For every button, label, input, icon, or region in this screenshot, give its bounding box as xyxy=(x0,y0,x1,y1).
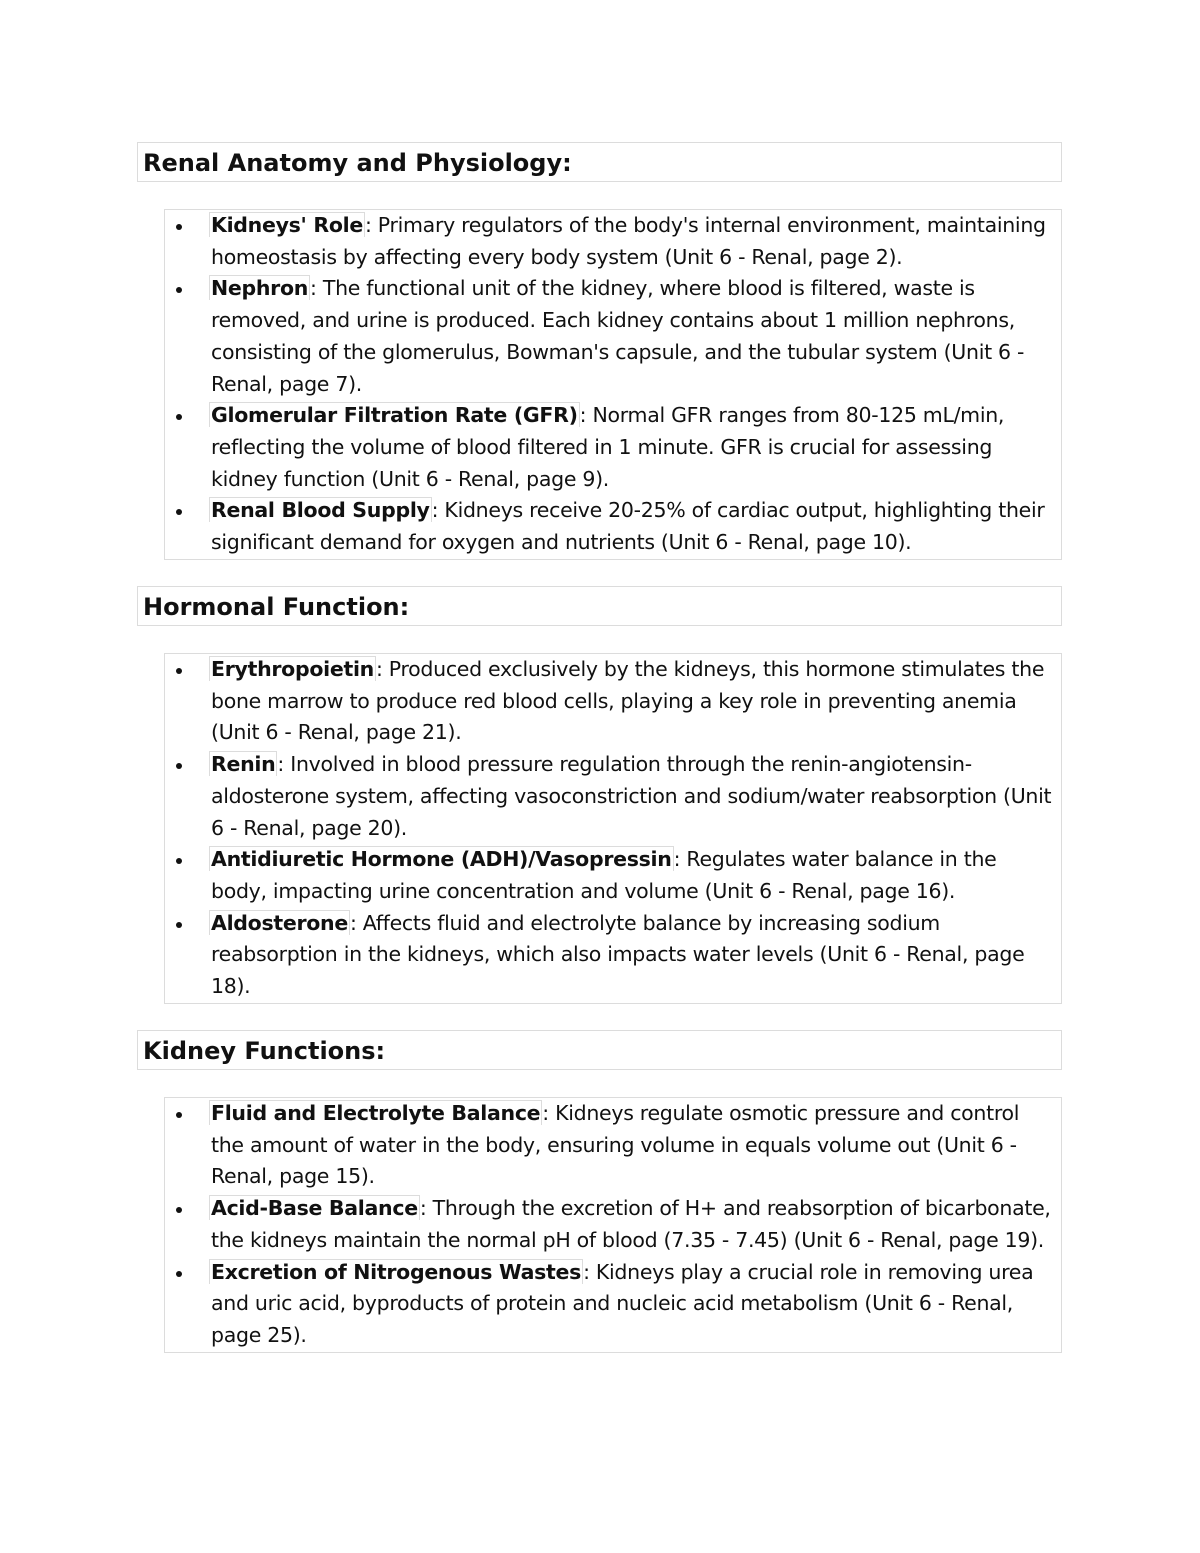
bullet-icon xyxy=(176,1271,182,1277)
item-term: Nephron xyxy=(211,276,309,301)
item-text: : Normal GFR ranges from 80-125 mL/min, reflecting the volume of blood filtered in 1 minute. GFR is crucial for assessing kidney function (Unit 6 - Renal, page 9). xyxy=(211,403,1005,491)
bullet-icon xyxy=(176,858,182,864)
bullet-icon xyxy=(176,763,182,769)
list-item xyxy=(165,400,1061,495)
section-heading-renal-anatomy: Renal Anatomy and Physiology: xyxy=(137,142,1062,182)
item-term: Aldosterone xyxy=(211,910,348,935)
bullet-icon xyxy=(176,922,182,928)
item-term: Acid-Base Balance xyxy=(211,1196,418,1221)
item-term: Antidiuretic Hormone (ADH)/Vasopressin xyxy=(211,847,672,872)
item-term: Glomerular Filtration Rate (GFR) xyxy=(211,403,578,428)
section-heading-hormonal-function: Hormonal Function: xyxy=(137,586,1062,626)
item-text: : Primary regulators of the body's internal environment, maintaining homeostasis by affecting every body system (Unit 6 - Renal, page 2). xyxy=(211,213,1046,269)
item-text: : Through the excretion of H+ and reabsorption of bicarbonate, the kidneys maintain the normal pH of blood (7.35 - 7.45) (Unit 6 - Renal, page 19). xyxy=(211,1196,1051,1252)
list-item xyxy=(165,844,1061,907)
item-text: : Kidneys play a crucial role in removing urea and uric acid, byproducts of protein and nucleic acid metabolism (Unit 6 - Renal, page 25). xyxy=(211,1259,1034,1347)
item-text: : The functional unit of the kidney, where blood is filtered, waste is removed, and urine is produced. Each kidney contains about 1 million nephrons, consisting of the glomerulus, Bowman's capsule, and the tubular system (Unit 6 - Renal, page 7). xyxy=(211,276,1025,396)
bullet-icon xyxy=(176,1207,182,1213)
bullet-icon xyxy=(176,414,182,420)
item-term: Kidneys' Role xyxy=(211,213,363,237)
list-item xyxy=(165,1193,1061,1256)
list-item xyxy=(165,210,1061,273)
list-item xyxy=(165,273,1061,400)
bullet-icon xyxy=(176,1112,182,1118)
bullet-icon xyxy=(176,287,182,293)
item-term: Renal Blood Supply xyxy=(211,498,430,523)
list-item xyxy=(165,1257,1061,1352)
section-heading-kidney-functions: Kidney Functions: xyxy=(137,1030,1062,1070)
item-text: : Involved in blood pressure regulation through the renin-angiotensin-aldosterone system, affecting vasoconstriction and sodium/water reabsorption (Unit 6 - Renal, page 20). xyxy=(211,752,1052,840)
item-text: : Kidneys receive 20-25% of cardiac output, highlighting their significant demand for oxygen and nutrients (Unit 6 - Renal, page 10). xyxy=(211,498,1045,555)
item-term: Fluid and Electrolyte Balance xyxy=(211,1101,541,1125)
list-item xyxy=(165,1098,1061,1193)
list-item xyxy=(165,654,1061,749)
bullet-list-renal-anatomy xyxy=(164,209,1062,560)
bullet-list-hormonal-function xyxy=(164,653,1062,1004)
bullet-icon xyxy=(176,668,182,674)
item-term: Renin xyxy=(211,752,276,777)
item-text: : Regulates water balance in the body, impacting urine concentration and volume (Unit 6 - Renal, page 16). xyxy=(211,847,997,903)
bullet-icon xyxy=(176,224,182,230)
item-term: Excretion of Nitrogenous Wastes xyxy=(211,1259,582,1284)
bullet-icon xyxy=(176,509,182,515)
list-item xyxy=(165,495,1061,558)
item-term: Erythropoietin xyxy=(211,657,374,681)
list-item xyxy=(165,749,1061,844)
item-text: : Affects fluid and electrolyte balance by increasing sodium reabsorption in the kidneys, which also impacts water levels (Unit 6 - Renal, page 18). xyxy=(211,910,1025,999)
bullet-list-kidney-functions xyxy=(164,1097,1062,1353)
item-text: : Produced exclusively by the kidneys, this hormone stimulates the bone marrow to produce red blood cells, playing a key role in preventing anemia (Unit 6 - Renal, page 21). xyxy=(211,657,1045,745)
item-text: : Kidneys regulate osmotic pressure and control the amount of water in the body, ensuring volume in equals volume out (Unit 6 - Renal, page 15). xyxy=(211,1101,1020,1189)
list-item xyxy=(165,908,1061,1003)
